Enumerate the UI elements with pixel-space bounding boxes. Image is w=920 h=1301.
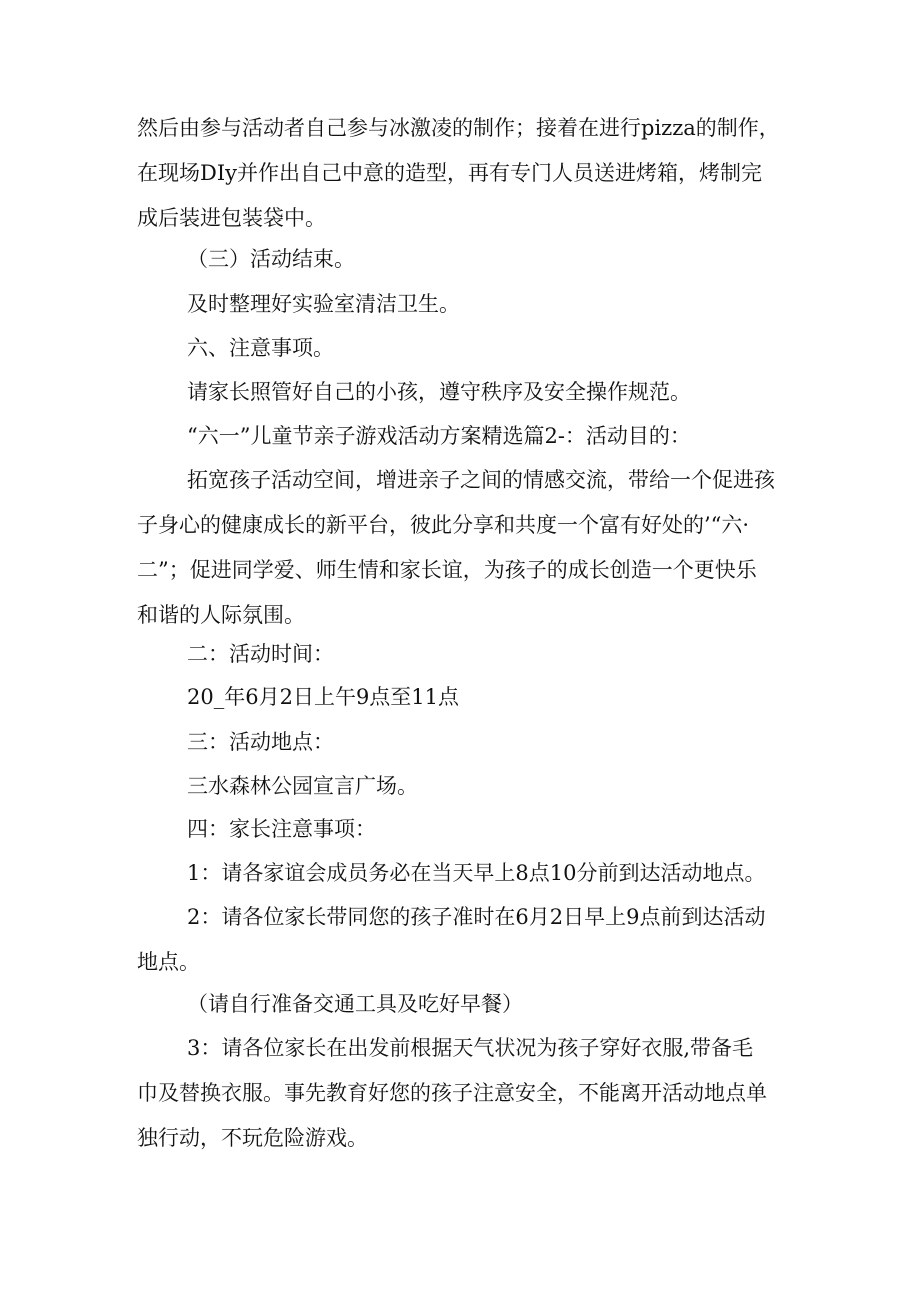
text-line: 和谐的人际氛围。 bbox=[137, 603, 305, 627]
paragraph bbox=[137, 106, 797, 241]
text-line: 3：请各位家长在出发前根据天气状况为孩子穿好衣服,带备毛 bbox=[187, 1036, 754, 1060]
paragraph bbox=[137, 764, 797, 809]
text-line: 独行动，不玩危险游戏。 bbox=[137, 1126, 368, 1150]
section-heading bbox=[137, 414, 797, 459]
text-line: 20_年6月2日上午9点至11点 bbox=[187, 685, 460, 709]
text-line: 在现场DIy并作出自己中意的造型，再有专门人员送进烤箱，烤制完 bbox=[137, 161, 762, 185]
text-line: （请自行准备交通工具及吃好早餐） bbox=[187, 992, 523, 1016]
text-line: 四：家长注意事项： bbox=[187, 817, 376, 841]
text-line: 然后由参与活动者自己参与冰激凌的制作；接着在进行pizza的制作， bbox=[137, 116, 780, 140]
paragraph bbox=[137, 282, 797, 327]
section-heading bbox=[137, 720, 797, 765]
text-line: 三：活动地点： bbox=[187, 730, 334, 754]
text-line: “六一”儿童节亲子游戏活动方案精选篇2-：活动目的： bbox=[187, 424, 691, 448]
section-heading bbox=[137, 807, 797, 852]
paragraph bbox=[137, 458, 797, 638]
text-line: 2：请各位家长带同您的孩子准时在6月2日早上9点前到达活动 bbox=[187, 905, 766, 929]
section-heading bbox=[137, 326, 797, 371]
text-line: 六、注意事项。 bbox=[187, 336, 334, 360]
text-line: 拓宽孩子活动空间，增进亲子之间的情感交流，带给一个促进孩 bbox=[187, 468, 775, 492]
text-line: 二：活动时间： bbox=[187, 642, 334, 666]
list-item bbox=[137, 851, 797, 896]
text-line: 1：请各家谊会成员务必在当天早上8点10分前到达活动地点。 bbox=[187, 861, 766, 885]
text-line: 巾及替换衣服。事先教育好您的孩子注意安全，不能离开活动地点单 bbox=[137, 1081, 767, 1105]
text-line: 三水森林公园宣言广场。 bbox=[187, 774, 418, 798]
text-line: 请家长照管好自己的小孩，遵守秩序及安全操作规范。 bbox=[187, 380, 691, 404]
text-line: 子身心的健康成长的新平台，彼此分享和共度一个富有好处的’“六· bbox=[137, 513, 750, 537]
text-line: 及时整理好实验室清洁卫生。 bbox=[187, 292, 460, 316]
section-heading bbox=[137, 632, 797, 677]
text-line: 成后装进包装袋中。 bbox=[137, 206, 326, 230]
section-heading bbox=[137, 237, 797, 282]
text-line: 二”；促进同学爱、师生情和家长谊，为孩子的成长创造一个更快乐 bbox=[137, 558, 757, 582]
text-line: 地点。 bbox=[137, 950, 200, 974]
paragraph bbox=[137, 370, 797, 415]
list-item bbox=[137, 1026, 797, 1161]
text-line: （三）活动结束。 bbox=[187, 247, 355, 271]
paragraph bbox=[137, 675, 797, 720]
list-item bbox=[137, 895, 797, 985]
paragraph bbox=[137, 982, 797, 1027]
